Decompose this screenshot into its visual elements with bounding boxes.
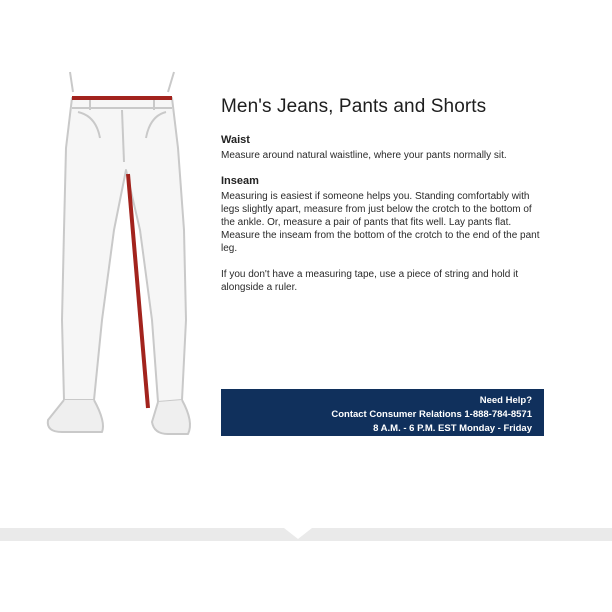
measuring-tip: If you don't have a measuring tape, use a piece of string and hold it alongside a ruler. <box>221 269 519 293</box>
size-guide-text <box>221 96 546 294</box>
pants-measurement-illustration <box>28 70 206 450</box>
waist-section <box>221 134 546 162</box>
inseam-description: Measuring is easiest if someone helps you. Standing comfortably with legs slightly apart, measure from just below the crotch to the bottom of the ankle. Or, measure a pair of pants that fits well. Lay pants flat. Measure the inseam from the bottom of the crotch to the end of the pant leg. <box>221 191 540 254</box>
bottom-divider-notch <box>284 528 312 539</box>
help-contact: Contact Consumer Relations 1-888-784-8571 <box>331 409 532 420</box>
waist-heading: Waist <box>221 134 250 146</box>
inseam-heading: Inseam <box>221 175 259 187</box>
inseam-section <box>221 175 546 255</box>
page-title: Men's Jeans, Pants and Shorts <box>221 96 487 117</box>
waist-description: Measure around natural waistline, where your pants normally sit. <box>221 150 507 161</box>
help-heading: Need Help? <box>479 395 532 406</box>
help-hours: 8 A.M. - 6 P.M. EST Monday - Friday <box>373 423 532 434</box>
help-box <box>221 389 544 436</box>
